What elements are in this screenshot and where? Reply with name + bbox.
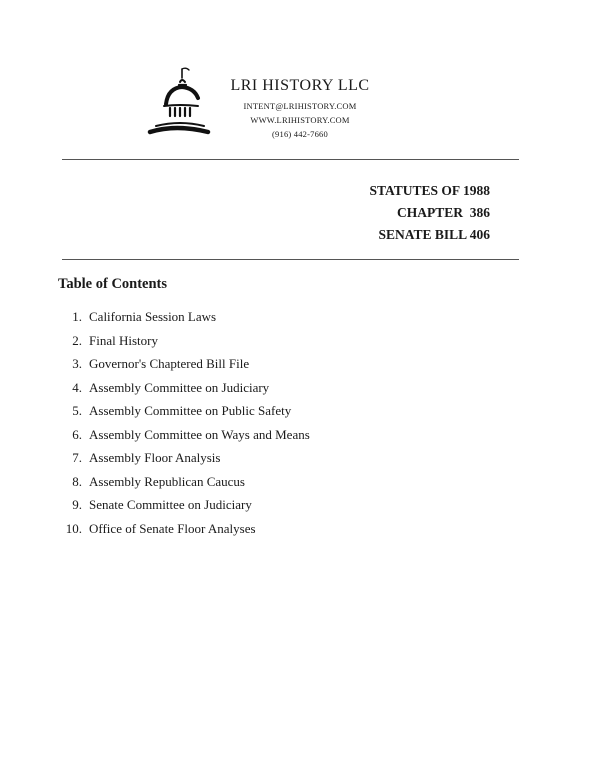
toc-item[interactable] — [58, 329, 310, 353]
toc-item-label: Assembly Committee on Public Safety — [89, 403, 292, 418]
company-email: INTENT@LRIHISTORY.COM — [243, 101, 357, 111]
toc-item-label: Assembly Committee on Ways and Means — [89, 426, 310, 442]
toc-item-number: 6. — [72, 426, 82, 442]
statute-chapter: CHAPTER 386 — [396, 205, 490, 220]
toc-item-number: 4. — [72, 379, 82, 395]
company-name: LRI HISTORY LLC — [230, 77, 370, 94]
statute-bill: SENATE BILL 406 — [378, 227, 490, 242]
company-phone: (916) 442-7660 — [272, 129, 328, 139]
toc-item-label: Governor's Chaptered Bill File — [89, 356, 250, 371]
toc-item[interactable] — [58, 517, 310, 541]
capitol-dome-icon — [146, 64, 212, 138]
statute-year: STATUTES OF 1988 — [369, 183, 490, 198]
toc-item[interactable] — [58, 305, 310, 329]
toc-item[interactable] — [58, 376, 310, 400]
company-header — [220, 76, 380, 141]
toc-item-number: 10. — [65, 520, 82, 536]
toc-item[interactable] — [58, 470, 310, 494]
toc-item-number: 7. — [72, 450, 82, 465]
toc-list — [58, 305, 310, 540]
toc-item[interactable] — [58, 493, 310, 517]
toc-item[interactable] — [58, 399, 310, 423]
toc-item-label: Assembly Floor Analysis — [89, 450, 221, 465]
toc-item-label: Assembly Republican Caucus — [89, 473, 245, 489]
toc-item[interactable] — [58, 352, 310, 376]
toc-item-label: Assembly Committee on Judiciary — [89, 379, 270, 395]
divider-bottom — [62, 259, 519, 260]
toc-item-label: Final History — [89, 332, 158, 348]
toc-item-number: 9. — [72, 497, 82, 512]
toc-item-number: 3. — [72, 356, 82, 371]
toc-item-number: 8. — [72, 473, 82, 489]
toc-item[interactable] — [58, 423, 310, 447]
divider-top — [62, 159, 519, 160]
toc-item[interactable] — [58, 446, 310, 470]
toc-item-number: 2. — [72, 332, 82, 348]
toc-item-number: 1. — [72, 309, 82, 324]
statute-block — [369, 180, 490, 246]
toc-title: Table of Contents — [58, 276, 168, 292]
toc-item-label: Senate Committee on Judiciary — [89, 497, 252, 512]
toc-item-label: California Session Laws — [89, 309, 217, 324]
toc-item-label: Office of Senate Floor Analyses — [89, 520, 256, 536]
toc-item-number: 5. — [72, 403, 82, 418]
company-website: WWW.LRIHISTORY.COM — [250, 115, 350, 125]
